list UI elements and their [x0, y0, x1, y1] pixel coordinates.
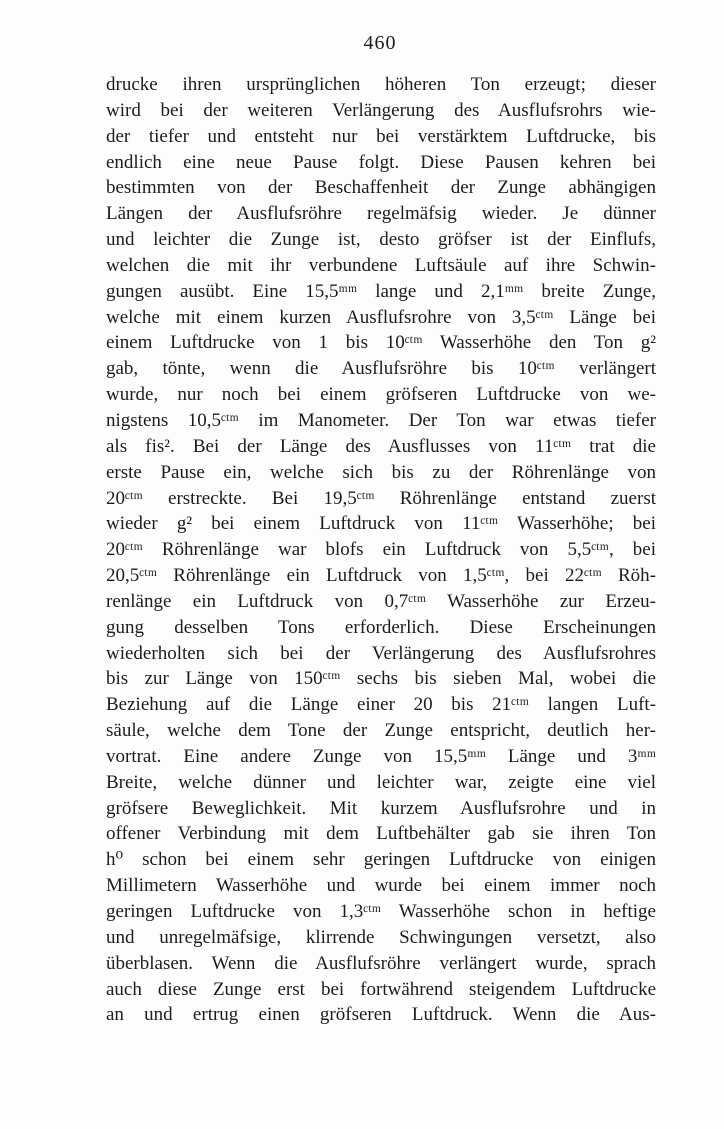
text-line-8: welchen die mit ihr verbundene Luftsäule auf ihre Schwin- — [106, 254, 656, 276]
text-line-14: nigstens 10,5ᶜᵗᵐ im Manometer. Der Ton war etwas tiefer — [106, 409, 656, 431]
text-line-10: welche mit einem kurzen Ausflufsrohre von 3,5ᶜᵗᵐ Länge bei — [106, 306, 656, 328]
text-line-16: erste Pause ein, welche sich bis zu der Röhrenlänge von — [106, 461, 656, 483]
body-text — [106, 72, 656, 1028]
text-line-33: geringen Luftdrucke von 1,3ᶜᵗᵐ Wasserhöhe schon in heftige — [106, 901, 656, 922]
text-line-13: wurde, nur noch bei einem gröfseren Luftdrucke von we- — [106, 384, 656, 406]
text-line-28: Breite, welche dünner und leichter war, zeigte eine viel — [106, 771, 656, 793]
text-line-25: Beziehung auf die Länge einer 20 bis 21ᶜᵗᵐ langen Luft- — [106, 694, 656, 716]
text-line-2: wird bei der weiteren Verlängerung des Ausflufsrohrs wie- — [106, 99, 656, 121]
text-line-6: Längen der Ausflufsröhre regelmäfsig wieder. Je dünner — [106, 203, 656, 225]
text-line-35: überblasen. Wenn die Ausflufsröhre verlängert wurde, sprach — [106, 952, 656, 974]
text-line-36: auch diese Zunge erst bei fortwährend steigendem Luftdrucke — [106, 978, 656, 1000]
text-line-4: endlich eine neue Pause folgt. Diese Pausen kehren bei — [106, 151, 656, 173]
text-line-11: einem Luftdrucke von 1 bis 10ᶜᵗᵐ Wasserhöhe den Ton g² — [106, 332, 656, 354]
text-line-30: offener Verbindung mit dem Luftbehälter gab sie ihren Ton — [106, 823, 656, 845]
text-line-19: 20ᶜᵗᵐ Röhrenlänge war blofs ein Luftdruck von 5,5ᶜᵗᵐ, bei — [106, 539, 656, 561]
text-line-20: 20,5ᶜᵗᵐ Röhrenlänge ein Luftdruck von 1,5ᶜᵗᵐ, bei 22ᶜᵗᵐ Röh- — [106, 565, 656, 587]
text-line-3: der tiefer und entsteht nur bei verstärktem Luftdrucke, bis — [106, 125, 656, 147]
text-line-32: Millimetern Wasserhöhe und wurde bei einem immer noch — [106, 875, 656, 897]
text-line-1: drucke ihren ursprünglichen höheren Ton erzeugt; dieser — [106, 74, 656, 95]
text-line-15: als fis². Bei der Länge des Ausflusses von 11ᶜᵗᵐ trat die — [106, 435, 656, 457]
text-line-22: gung desselben Tons erforderlich. Diese Erscheinungen — [106, 616, 656, 638]
text-line-18: wieder g² bei einem Luftdruck von 11ᶜᵗᵐ Wasserhöhe; bei — [106, 513, 656, 535]
page-number: 460 — [363, 32, 397, 54]
text-line-29: gröfsere Beweglichkeit. Mit kurzem Ausflufsrohre und in — [106, 797, 656, 819]
text-line-27: vortrat. Eine andere Zunge von 15,5ᵐᵐ Länge und 3ᵐᵐ — [106, 745, 656, 767]
text-line-9: gungen ausübt. Eine 15,5ᵐᵐ lange und 2,1ᵐᵐ breite Zunge, — [106, 280, 656, 302]
text-line-37: an und ertrug einen gröfseren Luftdruck. Wenn die Aus- — [106, 1004, 656, 1026]
text-line-7: und leichter die Zunge ist, desto gröfser ist der Einflufs, — [106, 229, 656, 251]
text-line-34: und unregelmäfsige, klirrende Schwingungen versetzt, also — [106, 926, 656, 948]
text-line-5: bestimmten von der Beschaffenheit der Zunge abhängigen — [106, 177, 656, 199]
text-line-31: h⁰ schon bei einem sehr geringen Luftdrucke von einigen — [106, 849, 656, 871]
text-line-26: säule, welche dem Tone der Zunge entspricht, deutlich her- — [106, 720, 656, 742]
text-line-23: wiederholten sich bei der Verlängerung des Ausflufsrohres — [106, 642, 656, 664]
text-line-17: 20ᶜᵗᵐ erstreckte. Bei 19,5ᶜᵗᵐ Röhrenlänge entstand zuerst — [106, 487, 656, 509]
text-line-12: gab, tönte, wenn die Ausflufsröhre bis 10ᶜᵗᵐ verlängert — [106, 358, 656, 380]
text-line-21: renlänge ein Luftdruck von 0,7ᶜᵗᵐ Wasserhöhe zur Erzeu- — [106, 590, 656, 612]
text-line-24: bis zur Länge von 150ᶜᵗᵐ sechs bis sieben Mal, wobei die — [106, 668, 656, 690]
